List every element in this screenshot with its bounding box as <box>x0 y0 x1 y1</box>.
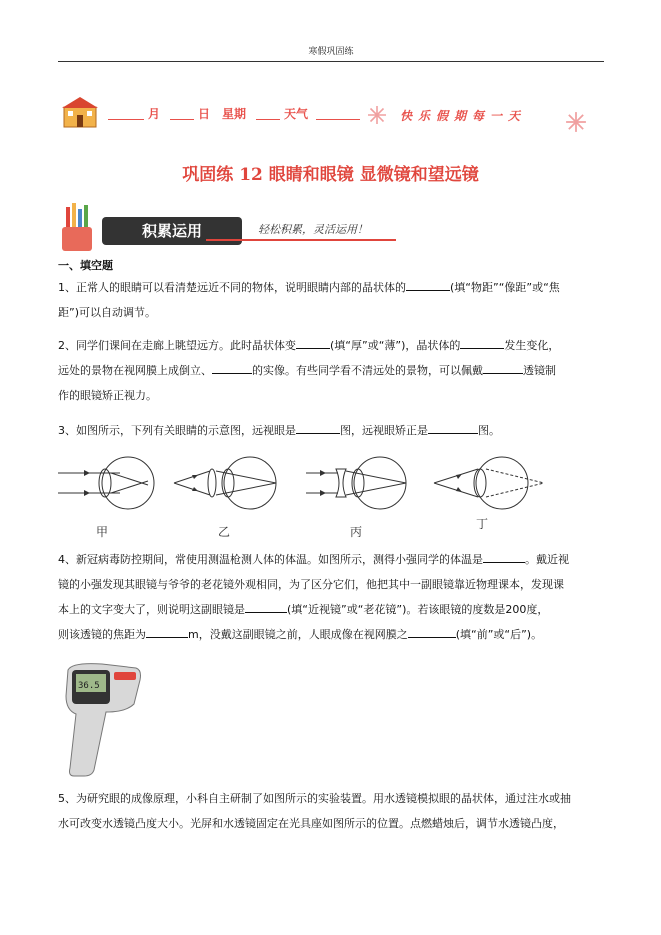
motto-underline <box>206 239 396 241</box>
page-header: 寒假巩固练 <box>308 47 354 57</box>
weather-blank <box>316 119 360 120</box>
q1-text-b: (填“物距”“像距”或“焦 <box>450 281 560 294</box>
section-banner <box>58 203 408 253</box>
banner-motto: 快乐假期每一天 <box>400 109 527 123</box>
q3-blank-2 <box>428 421 478 434</box>
snowflake-icon <box>367 105 387 125</box>
eye-diagram-ding <box>432 455 552 525</box>
eye-label-jia: 甲 <box>96 525 109 539</box>
q2-text-g: 作的眼镜矫正视力。 <box>58 389 157 402</box>
q4-text-d: 本上的文字变大了，则说明这副眼镜是 <box>58 603 245 616</box>
eye-diagram-jia <box>58 455 168 525</box>
day-blank <box>170 119 194 120</box>
q4-text-c: 镜的小强发现其眼镜与爷爷的老花镜外观相同，为了区分它们，他把其中一副眼镜靠近物理课本，发现课 <box>58 578 564 591</box>
q1-blank-1 <box>406 278 450 291</box>
q4-text-b: 。戴近视 <box>525 553 569 566</box>
day-label: 日 <box>198 107 211 121</box>
thermometer-gun-image <box>62 660 144 778</box>
q2-text-b: (填“厚”或“薄”)，晶状体的 <box>330 339 461 352</box>
header-rule <box>58 61 604 62</box>
q4-blank-1 <box>483 550 525 563</box>
q2-blank-3 <box>212 361 252 374</box>
month-label: 月 <box>148 107 161 121</box>
section-motto: 轻松积累，灵活运用！ <box>258 223 368 236</box>
q2-text-d: 远处的景物在视网膜上成倒立、 <box>58 364 212 377</box>
q4-text-a: 4、新冠病毒防控期间，常使用测温枪测人体的体温。如图所示，测得小强同学的体温是 <box>58 553 483 566</box>
q3-blank-1 <box>296 421 340 434</box>
q4-text-i: m，没戴这副眼镜之前，人眼成像在视网膜之 <box>188 628 408 641</box>
question-3 <box>58 418 606 443</box>
school-icon <box>60 95 100 129</box>
q4-text-g: 度， <box>526 603 549 616</box>
q2-text-e: 的实像。有些同学看不清远处的景物，可以佩戴 <box>252 364 483 377</box>
eye-diagram-yi <box>170 455 290 525</box>
eye-label-bing: 丙 <box>350 525 363 539</box>
snowflake-icon <box>565 111 587 133</box>
question-4 <box>58 547 606 647</box>
q4-text-j: (填“前”或“后”)。 <box>455 628 543 641</box>
q4-blank-3 <box>146 625 188 638</box>
page-title: 巩固练 12 眼睛和眼镜 显微镜和望远镜 <box>182 165 479 185</box>
q4-degree: 200 <box>505 603 527 616</box>
eye-label-yi: 乙 <box>218 525 231 539</box>
section-label: 积累运用 <box>102 217 242 245</box>
pencil-cup-icon <box>58 203 98 253</box>
q2-text-c: 发生变化， <box>504 339 560 352</box>
eye-diagram-bing <box>302 455 422 525</box>
q5-text-b: 水可改变水透镜凸度大小。光屏和水透镜固定在光具座如图所示的位置。点燃蜡烛后，调节水透镜凸度， <box>58 817 564 830</box>
q1-text-a: 1、正常人的眼睛可以看清楚远近不同的物体，说明眼睛内部的晶状体的 <box>58 281 406 294</box>
weekday-label: 星期 <box>222 107 247 121</box>
q2-text-a: 2、同学们课间在走廊上眺望远方。此时晶状体变 <box>58 339 296 352</box>
question-1 <box>58 275 606 325</box>
thermometer-reading: 36.5 <box>78 681 100 691</box>
question-2 <box>58 333 606 408</box>
q3-text-c: 图。 <box>478 424 500 437</box>
date-banner <box>60 95 605 135</box>
q2-blank-1 <box>296 336 330 349</box>
eye-label-ding: 丁 <box>476 517 489 531</box>
question-5 <box>58 786 606 836</box>
weekday-blank <box>256 119 280 120</box>
q2-blank-2 <box>460 336 504 349</box>
month-blank <box>108 119 144 120</box>
q4-text-h: 则该透镜的焦距为 <box>58 628 146 641</box>
q1-text-c: 距”)可以自动调节。 <box>58 306 156 319</box>
q2-text-f: 透镜制 <box>523 364 556 377</box>
q2-blank-4 <box>483 361 523 374</box>
q4-text-e: (填“近视镜”或“老花镜”)。若该眼镜的度数是 <box>287 603 506 616</box>
section-heading: 一、填空题 <box>58 259 113 272</box>
q5-text-a: 5、为研究眼的成像原理，小科自主研制了如图所示的实验装置。用水透镜模拟眼的晶状体，通过注水或抽 <box>58 792 571 805</box>
q3-text-b: 图，远视眼矫正是 <box>340 424 428 437</box>
q4-blank-2 <box>245 600 287 613</box>
eye-diagrams <box>58 455 558 555</box>
q4-blank-4 <box>408 625 456 638</box>
weather-label: 天气 <box>284 107 309 121</box>
q3-text-a: 3、如图所示，下列有关眼睛的示意图，远视眼是 <box>58 424 296 437</box>
